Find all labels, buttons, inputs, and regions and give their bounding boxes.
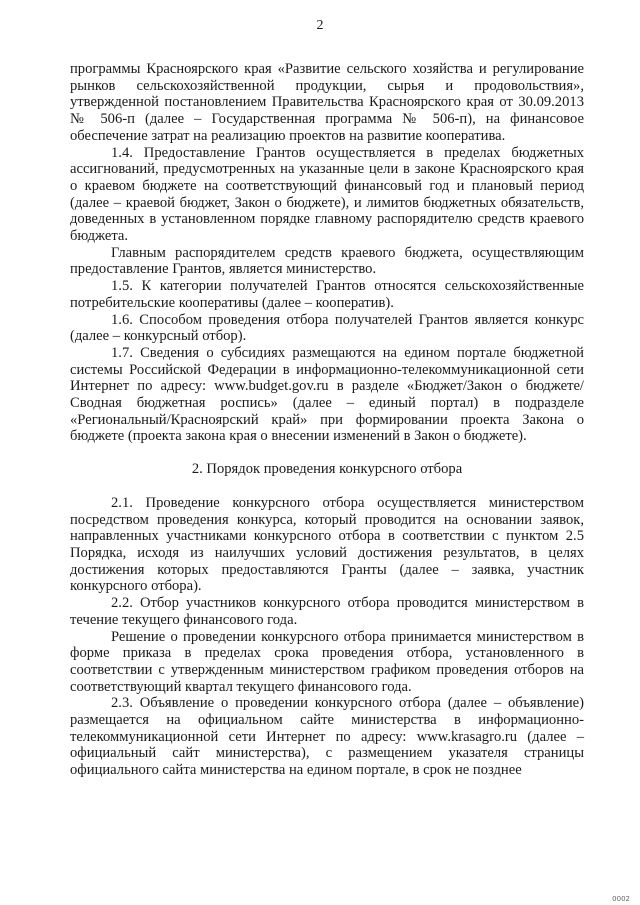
paragraph-decision: Решение о проведении конкурсного отбора принимается министерством в форме приказа в пределах срока проведения отбора, установленного в соответствии с утвержденным министерством графиком проведения отборов на соответствующий квартал текущего финансового года.: [70, 628, 584, 695]
document-body: [70, 61, 584, 779]
section-heading: 2. Порядок проведения конкурсного отбора: [191, 461, 463, 478]
paragraph-1-5: 1.5. К категории получателей Грантов относятся сельскохозяйственные потребительские кооперативы (далее – кооператив).: [70, 278, 584, 311]
paragraph-1-6: 1.6. Способом проведения отбора получателей Грантов является конкурс (далее – конкурсный отбор).: [70, 311, 584, 345]
paragraph-1-7: 1.7. Сведения о субсидиях размещаются на едином портале бюджетной системы Российской Федерации в информационно-телекоммуникационной сети Интернет по адресу: www.budget.gov.ru в разделе «Бюджет/Закон о бюджете/Сводная бюджетная роспись» (далее – единый портал) в подразделе «Региональный/Красноярский край» при формировании проекта Закона о бюджете (проекта закона края о внесении изменений в Закон о бюджете).: [70, 344, 584, 445]
page-number: 2: [316, 18, 324, 33]
paragraph-1-4: 1.4. Предоставление Грантов осуществляется в пределах бюджетных ассигнований, предусмотренных на указанные цели в законе Красноярского края о краевом бюджете на соответствующий финансовый год и плановый период (далее – краевой бюджет, Закон о бюджете), и лимитов бюджетных обязательств, доведенных в установленном порядке главному распорядителю средств краевого бюджета.: [70, 144, 584, 245]
paragraph-2-3: 2.3. Объявление о проведении конкурсного отбора (далее – объявление) размещается на официальном сайте министерства в информационно-телекоммуникационной сети Интернет по адресу: www.krasagro.ru (далее – официальный сайт министерства), с размещением указателя страницы официального сайта министерства на едином портале, в срок не позднее: [70, 695, 584, 779]
paragraph-2-2: 2.2. Отбор участников конкурсного отбора проводится министерством в течение текущего финансового года.: [70, 595, 584, 628]
page-footer-mark: 0002: [612, 895, 630, 903]
paragraph-main-manager: Главным распорядителем средств краевого бюджета, осуществляющим предоставление Грантов, является министерство.: [70, 244, 584, 278]
paragraph-2-1: 2.1. Проведение конкурсного отбора осуществляется министерством посредством проведения конкурса, который проводится на основании заявок, направленных участниками конкурсного отбора в соответствии с пунктом 2.5 Порядка, исходя из наилучших условий достижения результатов, в целях достижения которых предоставляются Гранты (далее – заявка, участник конкурсного отбора).: [70, 494, 584, 595]
paragraph-intro: программы Красноярского края «Развитие сельского хозяйства и регулирование рынков сельскохозяйственной продукции, сырья и продовольствия», утвержденной постановлением Правительства Красноярского края от 30.09.2013 № 506-п (далее – Государственная программа № 506-п), на финансовое обеспечение затрат на реализацию проектов на развитие кооператива.: [70, 61, 584, 144]
